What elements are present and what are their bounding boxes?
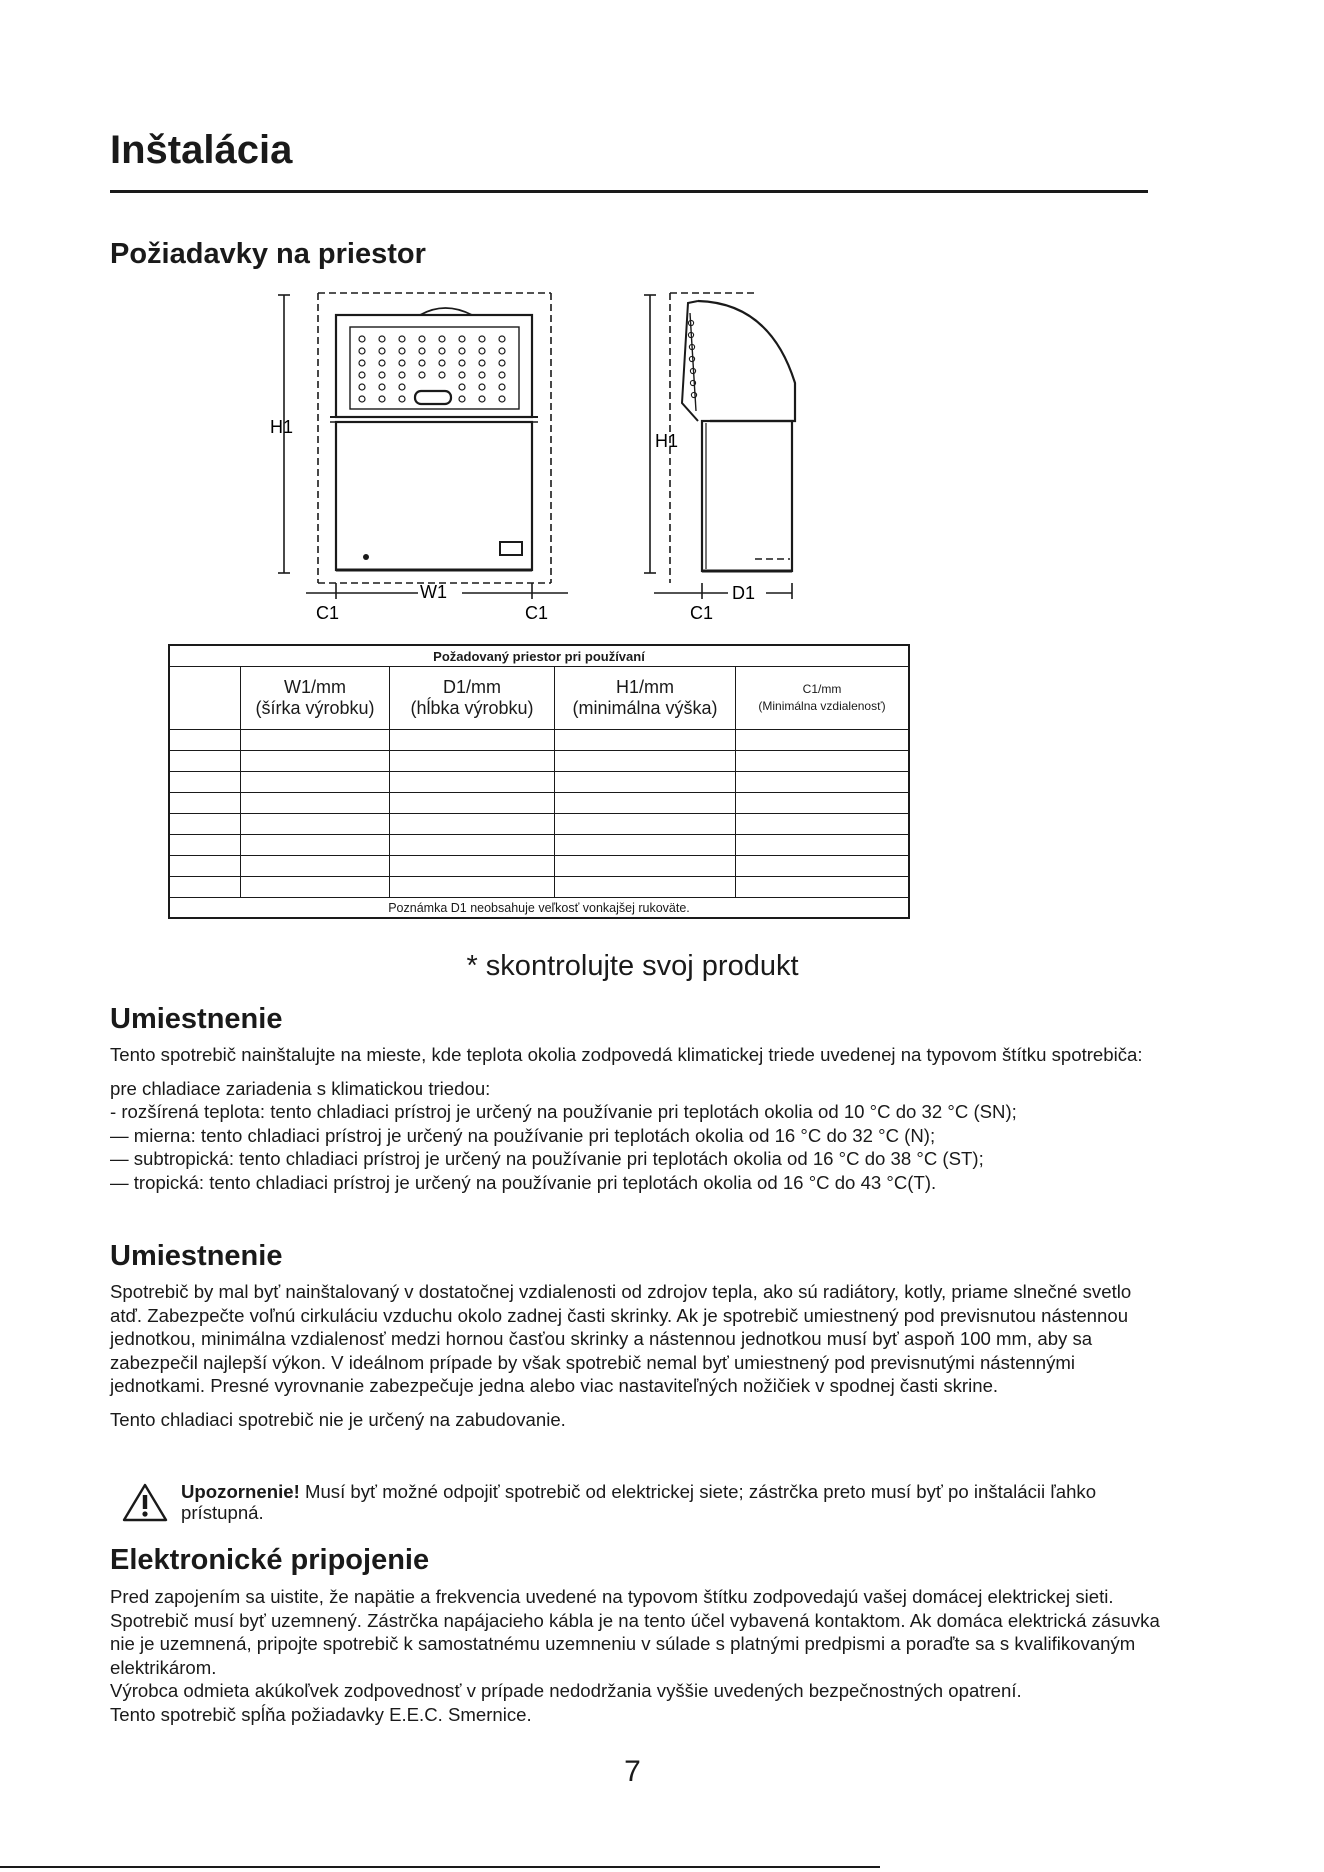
table-cell — [555, 793, 736, 814]
vent-hole — [399, 384, 405, 390]
table-cell — [736, 814, 910, 835]
column-header-w1 — [241, 667, 390, 730]
table-cell — [241, 856, 390, 877]
page-number: 7 — [624, 1755, 641, 1788]
column-desc: (minimálna výška) — [572, 698, 718, 718]
title-divider — [110, 190, 1148, 193]
vent-hole — [479, 372, 485, 378]
vent-hole — [459, 360, 465, 366]
table-cell — [555, 835, 736, 856]
table-cell — [555, 730, 736, 751]
column-desc: (hĺbka výrobku) — [410, 698, 534, 718]
table-cell — [736, 856, 910, 877]
check-product-note: * skontrolujte svoj produkt — [466, 950, 799, 982]
vent-hole — [359, 396, 365, 402]
table-header-row — [169, 667, 909, 730]
table-row — [169, 751, 909, 772]
c1-right-label: C1 — [525, 603, 549, 623]
climate-line: — tropická: tento chladiaci prístroj je určený na používanie pri teplotách okolia od 16 °C do 43 °C(T). — [110, 1171, 937, 1193]
vent-hole — [419, 336, 425, 342]
column-name: W1/mm — [284, 677, 346, 697]
space-requirements-table — [168, 644, 910, 919]
vent-hole — [379, 396, 385, 402]
table-cell — [555, 772, 736, 793]
climate-line: - rozšírená teplota: tento chladiaci prístroj je určený na používanie pri teplotách okolia od 10 °C do 32 °C (SN); — [110, 1101, 1017, 1122]
table-cell — [241, 751, 390, 772]
w1-label: W1 — [420, 582, 447, 602]
column-header-c1 — [736, 667, 910, 730]
vent-hole — [439, 348, 445, 354]
table-cell — [390, 835, 555, 856]
table-cell — [390, 856, 555, 877]
table-cell — [169, 751, 241, 772]
table-cell — [169, 877, 241, 898]
table-cell — [736, 730, 910, 751]
table-cell — [736, 793, 910, 814]
vent-hole — [399, 336, 405, 342]
h1-side-label: H1 — [655, 431, 679, 451]
table-cell — [241, 835, 390, 856]
vent-hole — [379, 372, 385, 378]
vent-hole — [359, 372, 365, 378]
table-cell — [555, 814, 736, 835]
table-title: Požadovaný priestor pri používaní — [169, 645, 909, 667]
table-row — [169, 793, 909, 814]
vent-hole — [439, 360, 445, 366]
vent-hole — [399, 348, 405, 354]
electric-heading: Elektronické pripojenie — [110, 1544, 430, 1576]
table-corner-cell — [169, 667, 241, 730]
table-cell — [736, 877, 910, 898]
warning-icon — [122, 1482, 168, 1522]
vent-hole — [479, 396, 485, 402]
electric-paragraph: Výrobca odmieta akúkoľvek zodpovednosť v prípade nedodržania vyššie uvedených bezpečnostných opatrení. — [110, 1680, 1022, 1701]
page-title: Inštalácia — [110, 128, 293, 172]
table-row — [169, 856, 909, 877]
table-cell — [736, 751, 910, 772]
vent-hole — [499, 372, 505, 378]
vent-hole — [359, 348, 365, 354]
vent-hole — [459, 348, 465, 354]
warning-text — [181, 1481, 1156, 1523]
column-header-d1 — [390, 667, 555, 730]
table-cell — [241, 730, 390, 751]
table-row — [169, 730, 909, 751]
vent-hole — [459, 372, 465, 378]
table-cell — [736, 772, 910, 793]
h1-front-label: H1 — [270, 417, 294, 437]
vent-hole — [359, 360, 365, 366]
table-row — [169, 772, 909, 793]
column-name: D1/mm — [443, 677, 501, 697]
table-row — [169, 814, 909, 835]
vent-hole — [379, 360, 385, 366]
vent-hole — [499, 348, 505, 354]
vent-hole — [399, 372, 405, 378]
vent-hole — [419, 372, 425, 378]
warning-label: Upozornenie! — [181, 1481, 300, 1502]
table-cell — [736, 835, 910, 856]
table-row — [169, 835, 909, 856]
vent-hole — [499, 396, 505, 402]
column-name: C1/mm — [802, 682, 842, 696]
table-cell — [390, 793, 555, 814]
table-row — [169, 877, 909, 898]
table-cell — [390, 751, 555, 772]
vent-hole — [479, 348, 485, 354]
footer-divider — [0, 1866, 880, 1868]
vent-hole — [379, 348, 385, 354]
vent-hole — [359, 384, 365, 390]
vent-hole — [499, 336, 505, 342]
table-cell — [169, 730, 241, 751]
vent-hole — [459, 384, 465, 390]
vent-hole — [479, 384, 485, 390]
vent-hole — [379, 384, 385, 390]
placement-heading-2: Umiestnenie — [110, 1240, 283, 1272]
placement-paragraph: Spotrebič by mal byť nainštalovaný v dostatočnej vzdialenosti od zdrojov tepla, ako sú radiátory, kotly, priame slnečné svetlo atď. Zabezpečte voľnú cirkuláciu vzduchu okolo zadnej časti skrinky. Ak je spotrebič umiestnený pod previsnutou nástennou jednotkou, minimálna vzdialenosť medzi hornou časťou skrinky a nástennou jednotkou musí byť aspoň 100 mm, aby sa zabezpečil najlepší výkon. V ideálnom prípade by však spotrebič nemal byť umiestnený pod previsnutými nástennými jednotkami. Presné vyrovnanie zabezpečuje jedna alebo viac nastaviteľných nožičiek v spodnej časti skrine. — [110, 1281, 1132, 1396]
table-cell — [390, 772, 555, 793]
vent-hole — [399, 396, 405, 402]
table-cell — [241, 793, 390, 814]
table-cell — [390, 877, 555, 898]
column-header-h1 — [555, 667, 736, 730]
vent-hole — [479, 336, 485, 342]
electric-paragraph: Pred zapojením sa uistite, že napätie a frekvencia uvedené na typovom štítku zodpovedajú vašej domácej elektrickej sieti. Spotrebič musí byť uzemnený. Zástrčka napájacieho kábla je na tento účel vybavená kontaktom. Ak domáca elektrická zásuvka nie je uzemnená, pripojte spotrebič k samostatnému uzemneniu v súlade s platnými predpismi a poraďte sa s kvalifikovaným elektrikárom. — [110, 1586, 1160, 1678]
placement-climate-text — [110, 1043, 1160, 1194]
table-cell — [390, 730, 555, 751]
vent-hole — [439, 336, 445, 342]
table-cell — [169, 856, 241, 877]
climate-line: pre chladiace zariadenia s klimatickou triedou: — [110, 1077, 491, 1099]
table-cell — [555, 856, 736, 877]
c1-side-label: C1 — [690, 603, 714, 623]
vent-hole — [479, 360, 485, 366]
climate-line: — subtropická: tento chladiaci prístroj je určený na používanie pri teplotách okolia od 16 °C do 38 °C (ST); — [110, 1148, 984, 1169]
electric-text — [110, 1585, 1160, 1726]
placement-heading-1: Umiestnenie — [110, 1003, 283, 1035]
placement-built-in-note: Tento chladiaci spotrebič nie je určený na zabudovanie. — [110, 1408, 566, 1430]
vent-hole — [459, 396, 465, 402]
table-cell — [555, 877, 736, 898]
electric-paragraph: Tento spotrebič spĺňa požiadavky E.E.C. Smernice. — [110, 1703, 532, 1725]
vent-hole — [419, 348, 425, 354]
table-cell — [169, 772, 241, 793]
column-desc: (Minimálna vzdialenosť) — [758, 699, 886, 713]
table-note: Poznámka D1 neobsahuje veľkosť vonkajšej rukoväte. — [169, 898, 909, 919]
placement-location-text — [110, 1280, 1160, 1431]
climate-line: — mierna: tento chladiaci prístroj je určený na používanie pri teplotách okolia od 16 °C do 32 °C (N); — [110, 1124, 936, 1146]
vent-hole — [359, 336, 365, 342]
vent-hole — [499, 384, 505, 390]
vent-hole — [399, 360, 405, 366]
table-cell — [241, 877, 390, 898]
d1-label: D1 — [732, 583, 756, 603]
vent-hole — [439, 372, 445, 378]
table-cell — [555, 751, 736, 772]
placement-intro: Tento spotrebič nainštalujte na mieste, kde teplota okolia zodpovedá klimatickej triede uvedenej na typovom štítku spotrebiča: — [110, 1044, 1143, 1065]
column-desc: (šírka výrobku) — [255, 698, 375, 718]
table-cell — [169, 793, 241, 814]
table-cell — [169, 814, 241, 835]
column-name: H1/mm — [616, 677, 674, 697]
table-cell — [241, 772, 390, 793]
vent-hole — [379, 336, 385, 342]
vent-hole — [499, 360, 505, 366]
vent-hole — [459, 336, 465, 342]
space-requirements-heading: Požiadavky na priestor — [110, 238, 426, 270]
vent-hole — [419, 360, 425, 366]
dimensions-diagram — [250, 283, 870, 628]
warning-body: Musí byť možné odpojiť spotrebič od elektrickej siete; zástrčka preto musí byť po inštalácii ľahko prístupná. — [181, 1481, 1097, 1523]
table-cell — [169, 835, 241, 856]
table-cell — [390, 814, 555, 835]
table-cell — [241, 814, 390, 835]
c1-left-label: C1 — [316, 603, 340, 623]
